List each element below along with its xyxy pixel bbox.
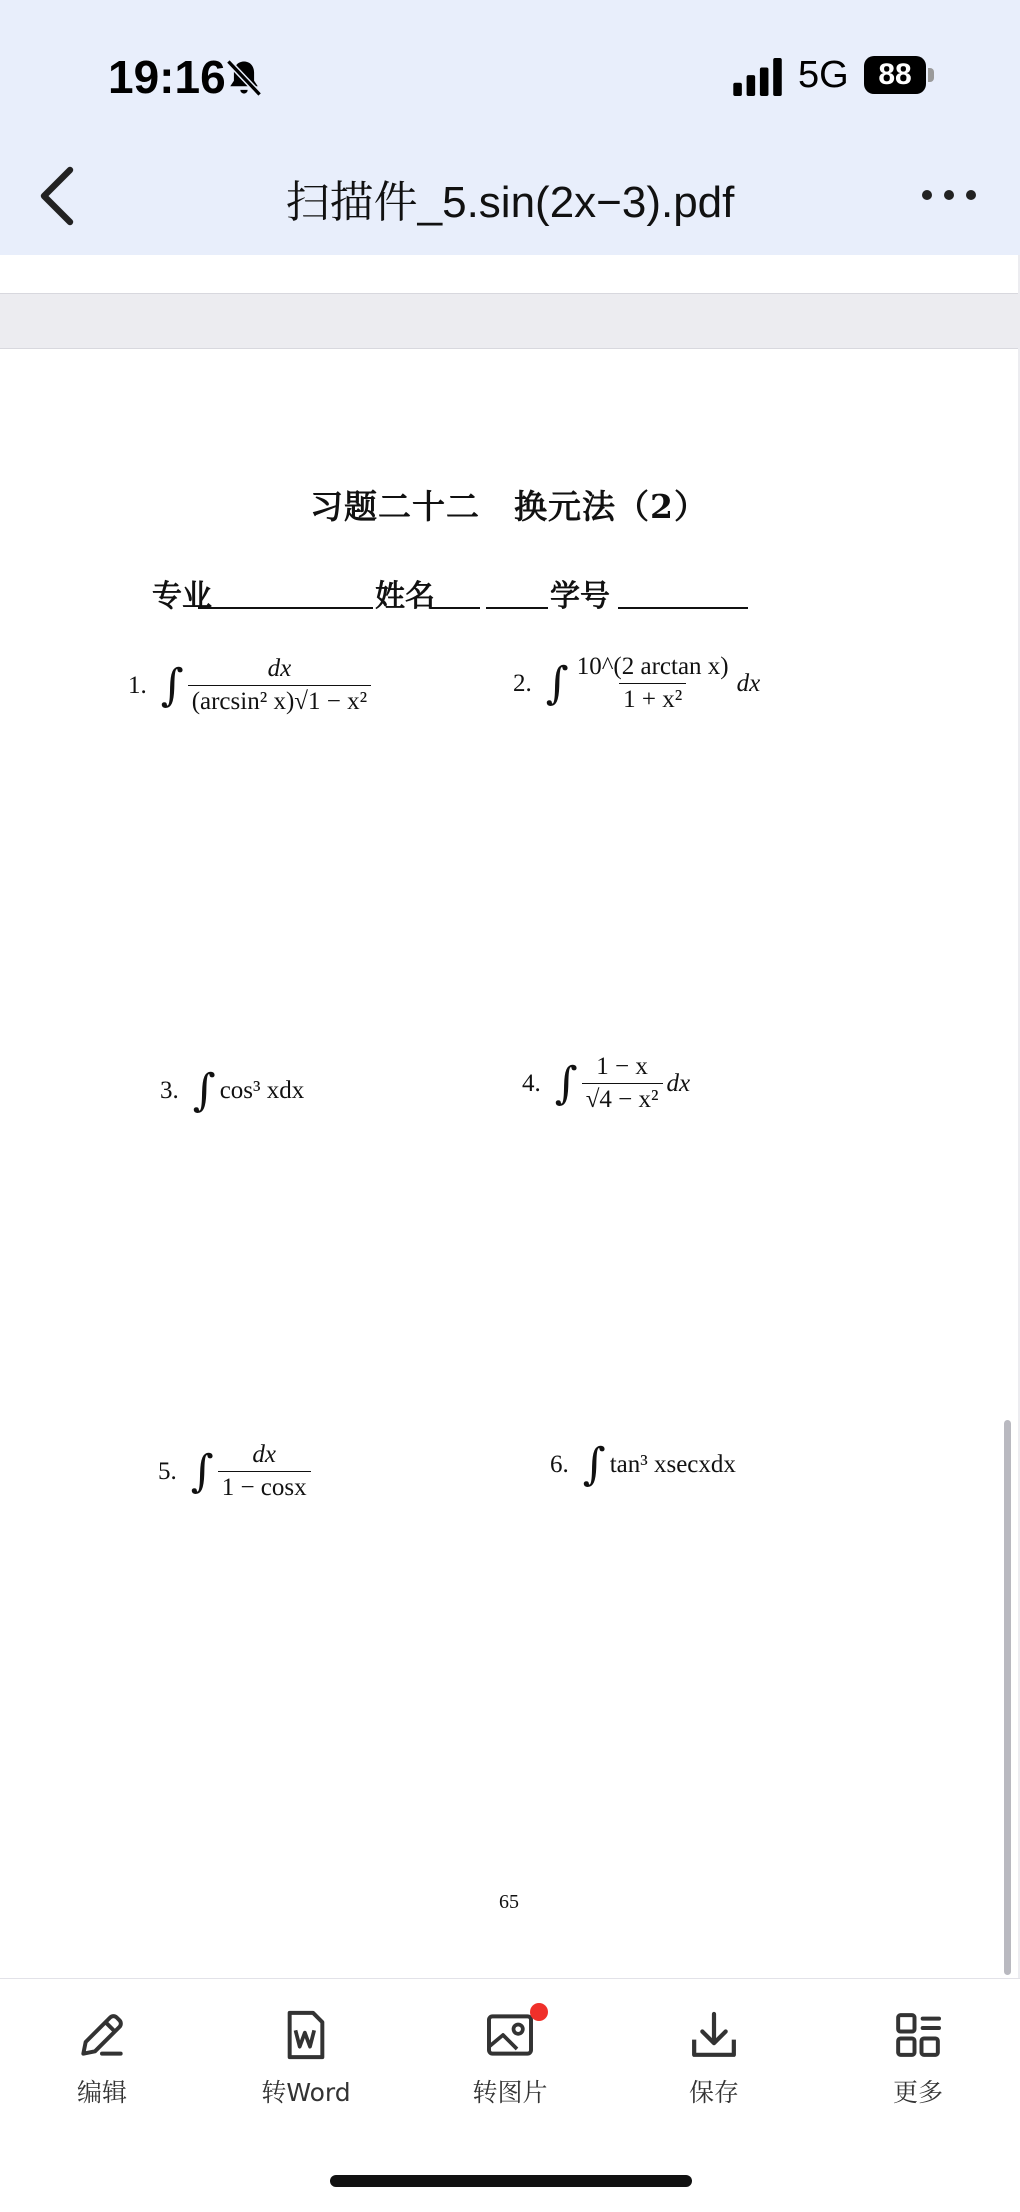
problem-3: 3. ∫ cos³ xdx xyxy=(160,1065,305,1116)
convert-to-image-button[interactable] xyxy=(430,2007,590,2117)
problem-2-fraction xyxy=(573,653,733,714)
integral-sign: ∫ xyxy=(160,659,184,711)
problem-5-fraction xyxy=(218,1441,311,1502)
save-button[interactable] xyxy=(634,2007,794,2117)
problem-4-fraction xyxy=(582,1053,663,1114)
field-major-label: 专业 xyxy=(152,579,212,614)
problem-5-denominator: 1 − cosx xyxy=(218,1471,311,1502)
problem-1-numerator: dx xyxy=(267,655,292,682)
download-icon xyxy=(686,2007,742,2063)
field-name-label: 姓名 xyxy=(375,579,435,614)
convert-to-word-label: 转Word xyxy=(261,2078,351,2107)
field-student-id-label: 学号 xyxy=(550,579,610,614)
problem-3-expression: cos³ xdx xyxy=(219,1077,305,1104)
integral-sign: ∫ xyxy=(582,1439,606,1490)
problem-6-expression: tan³ xsecxdx xyxy=(609,1451,736,1478)
convert-to-image-label: 转图片 xyxy=(472,2078,548,2107)
back-button[interactable] xyxy=(34,164,82,228)
problem-4-denominator: √4 − x² xyxy=(582,1083,663,1114)
integral-sign: ∫ xyxy=(545,657,569,709)
edit-button[interactable] xyxy=(22,2007,182,2117)
problem-6: 6. ∫ tan³ xsecxdx xyxy=(550,1439,736,1490)
pencil-icon xyxy=(74,2007,130,2063)
cellular-signal-icon xyxy=(732,58,784,96)
problem-2-denominator: 1 + x² xyxy=(619,683,686,714)
pdf-page[interactable] xyxy=(0,348,1018,1979)
notification-dot xyxy=(530,2003,548,2021)
problem-2-differential: dx xyxy=(736,669,761,697)
field-major-blank xyxy=(198,607,373,609)
more-tools-button[interactable] xyxy=(838,2007,998,2117)
problem-4-differential: dx xyxy=(666,1069,691,1097)
scrollbar-thumb[interactable] xyxy=(1004,1420,1011,1975)
problem-2: 2. ∫ $\frac{\text{10\textasciicircum{}(2 arctan x)}}{\text{1 + x²}}$ dx xyxy=(513,653,761,713)
edit-label: 编辑 xyxy=(76,2078,127,2107)
more-options-button[interactable] xyxy=(918,180,980,210)
problem-1: 1. ∫ $\frac{dx}{\text{(arcsin² x)√1 − x²}}$ xyxy=(128,655,371,716)
more-tools-label: 更多 xyxy=(892,2078,943,2107)
integral-sign: ∫ xyxy=(554,1057,578,1109)
problem-1-fraction xyxy=(188,655,371,716)
image-icon xyxy=(482,2007,538,2063)
problem-4: 4. ∫ $\frac{1 - x}{\text{√4 − x²}}$ dx xyxy=(522,1053,691,1113)
top-app-bar xyxy=(0,0,1020,255)
home-indicator[interactable] xyxy=(330,2175,692,2187)
battery-cap xyxy=(928,68,934,82)
field-name-blank-2 xyxy=(486,607,548,609)
field-student-id-blank xyxy=(618,607,748,609)
problem-5: 5. ∫ $\frac{dx}{1 - \cos x}$ xyxy=(158,1441,311,1502)
integral-sign: ∫ xyxy=(190,1445,214,1497)
document-title: 扫描件_5.sin(2x−3).pdf xyxy=(285,178,735,227)
previous-page-edge xyxy=(0,255,1018,294)
page-number: 65 xyxy=(499,1891,519,1913)
convert-to-word-button[interactable] xyxy=(226,2007,386,2117)
problem-5-numerator: dx xyxy=(252,1441,276,1468)
status-time: 19:16 xyxy=(108,51,226,103)
problem-2-numerator: 10^(2 arctan x) xyxy=(576,653,729,680)
grid-icon xyxy=(890,2007,946,2063)
bell-muted-icon xyxy=(222,56,266,100)
network-type: 5G xyxy=(798,54,849,96)
save-label: 保存 xyxy=(688,2078,739,2107)
word-document-icon xyxy=(278,2007,334,2063)
sheet-title: 习题二十二 换元法（2） xyxy=(310,487,708,526)
integral-sign: ∫ xyxy=(192,1065,216,1116)
battery-indicator: 88 xyxy=(864,56,926,94)
problem-4-numerator: 1 − x xyxy=(596,1053,648,1080)
problem-1-denominator: (arcsin² x)√1 − x² xyxy=(188,685,371,716)
field-name-blank-1 xyxy=(430,607,480,609)
